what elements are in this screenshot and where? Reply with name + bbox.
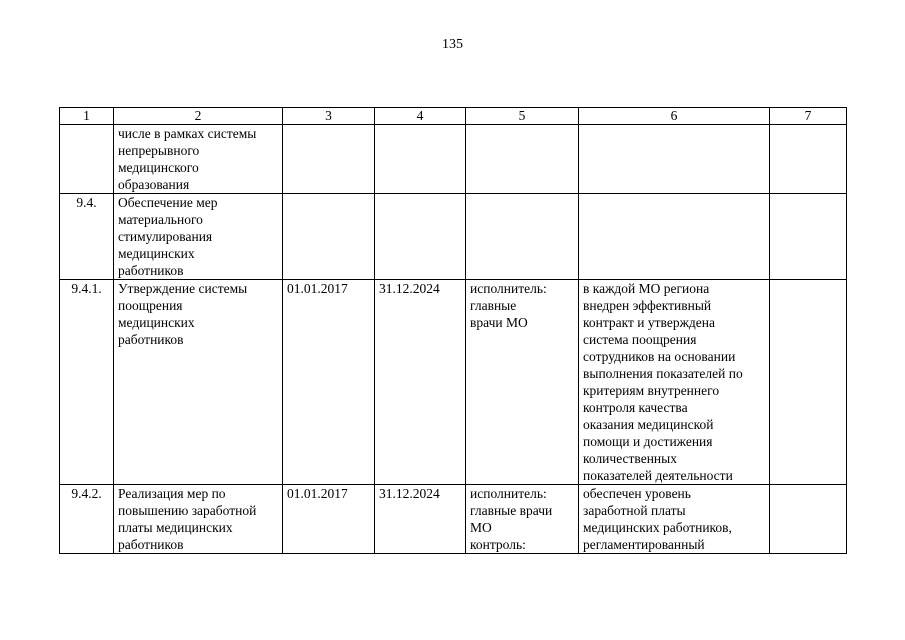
cell-text-line: контракт и утверждена: [583, 315, 716, 330]
end-date-cell: 31.12.2024: [375, 280, 466, 485]
column-header: 2: [114, 108, 283, 125]
result-cell: [579, 485, 770, 554]
result-cell: [579, 125, 770, 194]
cell-text-line: числе в рамках системы: [118, 126, 257, 141]
item-number-cell: 9.4.2.: [60, 485, 114, 554]
header-row: [60, 108, 847, 125]
page-number: 135: [442, 37, 463, 52]
cell-text-line: образования: [118, 177, 190, 192]
cell-text-line: непрерывного: [118, 143, 200, 158]
cell-text-line: исполнитель:: [470, 281, 547, 296]
column-header: 4: [375, 108, 466, 125]
start-date-cell: 01.01.2017: [283, 280, 375, 485]
cell-text-line: работников: [118, 263, 184, 278]
cell-text-line: регламентированный: [583, 537, 705, 552]
column-header: 7: [770, 108, 847, 125]
executor-cell: [466, 194, 579, 280]
cell-text-line: Утверждение системы: [118, 281, 248, 296]
activity-cell: [114, 125, 283, 194]
cell-text-line: контроль:: [470, 537, 526, 552]
cell-text-line: МО: [470, 520, 492, 535]
start-date-cell: [283, 194, 375, 280]
cell-text-line: платы медицинских: [118, 520, 233, 535]
cell-text-line: в каждой МО региона: [583, 281, 710, 296]
cell-text-line: Реализация мер по: [118, 486, 226, 501]
cell-text-line: главные врачи: [470, 503, 553, 518]
cell-text-line: внедрен эффективный: [583, 298, 712, 313]
cell-text-line: поощрения: [118, 298, 183, 313]
column-header: 5: [466, 108, 579, 125]
cell-text-line: исполнитель:: [470, 486, 547, 501]
item-number-cell: 9.4.1.: [60, 280, 114, 485]
cell-text-line: выполнения показателей по: [583, 366, 743, 381]
column-header: 1: [60, 108, 114, 125]
table-row: [60, 280, 847, 485]
cell-text-line: контроля качества: [583, 400, 688, 415]
table-row: [60, 194, 847, 280]
cell-text-line: медицинского: [118, 160, 199, 175]
end-date-cell: [375, 125, 466, 194]
end-date-cell: 31.12.2024: [375, 485, 466, 554]
cell-text-line: обеспечен уровень: [583, 486, 691, 501]
executor-cell: [466, 485, 579, 554]
start-date-cell: 01.01.2017: [283, 485, 375, 554]
activity-cell: [114, 485, 283, 554]
cell-text-line: критериям внутреннего: [583, 383, 720, 398]
cell-text-line: работников: [118, 332, 184, 347]
activity-cell: [114, 280, 283, 485]
cell-text-line: медицинских работников,: [583, 520, 732, 535]
cell-text-line: главные: [470, 298, 517, 313]
cell-text-line: работников: [118, 537, 184, 552]
cell-text-line: оказания медицинской: [583, 417, 714, 432]
item-number-cell: 9.4.: [60, 194, 114, 280]
column-header: 3: [283, 108, 375, 125]
cell-text-line: система поощрения: [583, 332, 697, 347]
cell-text-line: помощи и достижения: [583, 434, 713, 449]
note-cell: [770, 280, 847, 485]
executor-cell: [466, 280, 579, 485]
result-cell: [579, 280, 770, 485]
note-cell: [770, 125, 847, 194]
end-date-cell: [375, 194, 466, 280]
note-cell: [770, 194, 847, 280]
result-cell: [579, 194, 770, 280]
executor-cell: [466, 125, 579, 194]
cell-text-line: повышению заработной: [118, 503, 257, 518]
column-header: 6: [579, 108, 770, 125]
plan-table: [59, 107, 847, 554]
cell-text-line: количественных: [583, 451, 677, 466]
cell-text-line: сотрудников на основании: [583, 349, 736, 364]
cell-text-line: медицинских: [118, 246, 195, 261]
note-cell: [770, 485, 847, 554]
cell-text-line: медицинских: [118, 315, 195, 330]
cell-text-line: стимулирования: [118, 229, 213, 244]
cell-text-line: материального: [118, 212, 203, 227]
start-date-cell: [283, 125, 375, 194]
cell-text-line: врачи МО: [470, 315, 528, 330]
table-row: [60, 485, 847, 554]
table-row: [60, 125, 847, 194]
cell-text-line: показателей деятельности: [583, 468, 733, 483]
item-number-cell: [60, 125, 114, 194]
activity-cell: [114, 194, 283, 280]
cell-text-line: Обеспечение мер: [118, 195, 218, 210]
cell-text-line: заработной платы: [583, 503, 686, 518]
